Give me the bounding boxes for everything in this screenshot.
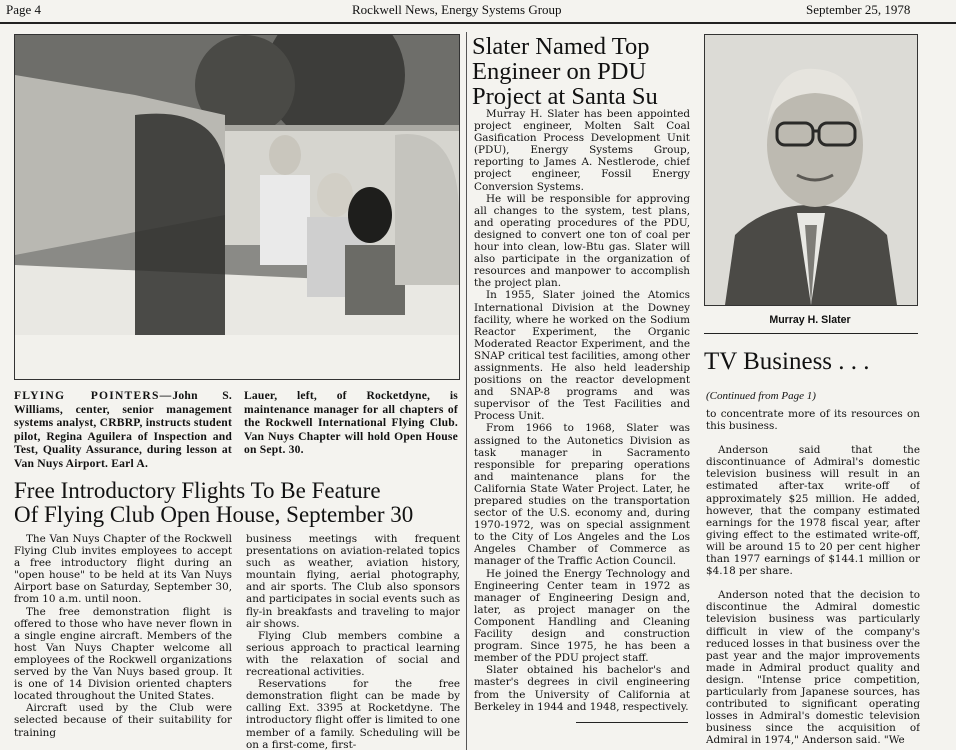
slater-headline-line: Slater Named Top — [472, 33, 650, 60]
page-number: Page 4 — [6, 2, 42, 17]
flying-headline — [14, 479, 464, 527]
slater-end-rule — [576, 722, 688, 723]
header-rule — [0, 22, 956, 24]
flying-para: business meetings with frequent presentations on aviation-related topics such as weather, aviation history, mountain flying, aerial photography, and air sports. The Club also sponsors and participates in social events such as fly-in breakfasts and traveling to major air shows. — [246, 533, 460, 630]
publication-name: Rockwell News, Energy Systems Group — [352, 2, 562, 17]
caption-lead: FLYING POINTERS— — [14, 389, 173, 402]
caption-text-1: John S. Williams, center, senior management systems analyst, CRBRP, instructs student pilot, Regina Aguilera of Inspection and Test, Quality Assurance, during lesson at Van Nuys Airport. Earl A. — [14, 389, 232, 470]
slater-para: He joined the Energy Technology and Engineering Center team in 1972 as manager of Engineering Design and, later, as project manager on the Component Handling and Cleaning Facility design and construction program. Since 1975, he has been a member of the PDU project staff. — [474, 567, 690, 665]
tv-headline: TV Business . . . — [704, 348, 870, 375]
slater-headline — [472, 34, 696, 109]
slater-headline-line: Project at Santa Su — [472, 83, 658, 110]
photo-caption-col1 — [14, 389, 232, 471]
caption-text-2: Lauer, left, of Rocketdyne, is maintenance manager for all chapters of the Rockwell International Flying Club. Van Nuys Chapter will hold Open House on Sept. 30. — [244, 389, 458, 457]
tv-para: to concentrate more of its resources on this business. — [706, 408, 920, 433]
issue-date: September 25, 1978 — [806, 2, 911, 17]
photo-caption-col2 — [244, 389, 458, 457]
slater-body — [474, 108, 690, 718]
flying-para: Flying Club members combine a serious approach to practical learning with the relaxation of social and recreational activities. — [246, 629, 460, 679]
tv-para: Anderson noted that the decision to discontinue the Admiral domestic television business was particularly difficult in view of the company's reduced losses in that business over the past year and the major improvements made in Admiral product quality and design. "Intense price competition, particularly from Japanese sources, has contributed to significant operating losses in Admiral's domestic television business since the acquisition of Admiral in 1974," Anderson said. "We — [706, 589, 920, 747]
slater-headline-line: Engineer on PDU — [472, 58, 647, 85]
tv-para: Anderson said that the discontinuance of Admiral's domestic television business will result in an estimated after-tax write-off of approximately $25 million. He added, however, that the company estimated earnings for the 1978 fiscal year, after giving effect to the estimated write-off, will be around 15 to 20 per cent higher than 1977 earnings of $144.1 million or $4.18 per share. — [706, 444, 920, 578]
flying-body-col2 — [246, 533, 460, 750]
slater-para: Slater obtained his bachelor's and master's degrees in civil engineering from the University of California at Berkeley in 1944 and 1948, respectively. — [474, 664, 690, 713]
flying-para: Aircraft used by the Club were selected because of their suitability for training — [14, 702, 232, 739]
slater-para: He will be responsible for approving all changes to the system, test plans, and operating procedures of the PDU, designed to convert one ton of coal per hour into clean, low-Btu gas. Slater will also participate in the organization of resources and manpower to accomplish the project plan. — [474, 192, 690, 290]
flying-para: The free demonstration flight is offered to those who have never flown in a single engine aircraft. Members of the host Van Nuys Chapter welcome all employees of the Rockwell organizations served by the Van Nuys based group. It is one of 14 Division oriented chapters located throughout the United States. — [14, 605, 232, 703]
flying-headline-line1: Free Introductory Flights To Be Feature — [14, 478, 381, 503]
slater-para: From 1966 to 1968, Slater was assigned to the Autonetics Division as task manager in Sacramento responsible for preparing operations and maintenance plans for the California State Water Project. Later, he prepared studies on the transportation sector of the U.S. economy and, during 1970-1972, was on special assignment to the City of Los Angeles and the Los Angeles Chamber of Commerce as manager of the Traffic Action Council. — [474, 422, 690, 568]
flying-headline-line2: Of Flying Club Open House, September 30 — [14, 502, 414, 527]
slater-portrait — [704, 34, 918, 306]
tv-body — [706, 408, 920, 750]
slater-para: Murray H. Slater has been appointed project engineer, Molten Salt Coal Gasification Process Development Unit (PDU), Energy Systems Group, reporting to James A. Nestlerode, chief project engineer, Fossil Energy Conversion Systems. — [474, 108, 690, 193]
flying-club-photo — [14, 34, 460, 380]
page-header — [0, 0, 956, 22]
flying-para: Reservations for the free demonstration flight can be made by calling Ext. 3395 at Rocketdyne. The introductory flight offer is limited to one member of a family. Scheduling will be on a first-come, first- — [246, 678, 460, 750]
portrait-rule — [704, 333, 918, 334]
portrait-label: Murray H. Slater — [769, 314, 851, 326]
continued-note: (Continued from Page 1) — [706, 390, 816, 402]
flying-body-col1 — [14, 533, 232, 750]
slater-para: In 1955, Slater joined the Atomics International Division at the Downey facility, where he worked on the Sodium Reactor Experiment, the Organic Moderated Reactor Experiment, and the SNAP critical test facilities, among other assignments. He also held leadership positions on the reactor development and SNAP-8 programs and was supervisor of the Test Facilities and Process Unit. — [474, 289, 690, 423]
column-rule — [466, 32, 467, 750]
flying-para: The Van Nuys Chapter of the Rockwell Flying Club invites employees to accept a free introductory flight during an "open house" to be held at its Van Nuys Airport base on Saturday, September 30, from 10 a.m. until noon. — [14, 533, 232, 606]
